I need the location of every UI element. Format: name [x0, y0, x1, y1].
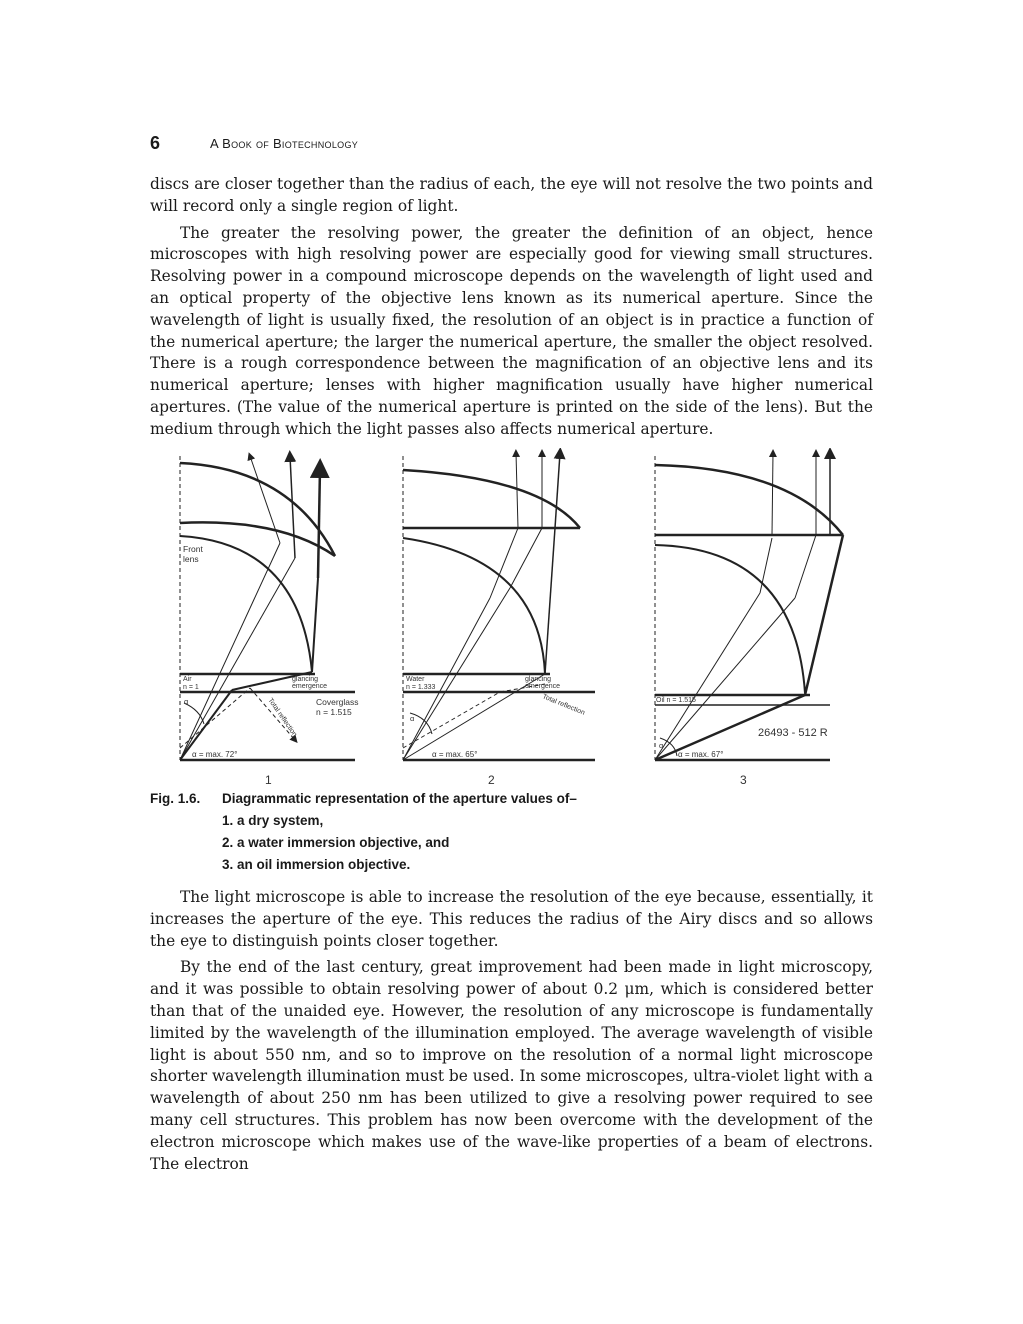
alpha-label: α [659, 741, 664, 750]
panel-number: 1 [265, 773, 272, 787]
medium-label: Water [406, 676, 425, 683]
glancing-label: glancing [525, 676, 552, 683]
angle-label: α = max. 67° [678, 750, 724, 759]
emergence-label: emergence [525, 683, 561, 690]
aperture-diagram [170, 448, 850, 793]
medium-label: Air [183, 676, 192, 683]
caption-item: 2. a water immersion objective, and [222, 835, 450, 850]
running-title: A Book of Biotechnology [210, 136, 359, 151]
alpha-label: α [410, 714, 415, 723]
caption-label: Fig. 1.6. [150, 791, 201, 806]
panel-2-water-immersion [403, 453, 595, 760]
figure-code-label: 26493 - 512 R [758, 727, 828, 739]
total-reflection-label: Total reflection [541, 693, 586, 717]
body-text-bottom [150, 887, 873, 1180]
emergence-label: emergence [292, 683, 328, 690]
glancing-label: glancing [292, 676, 319, 683]
angle-label: α = max. 72° [192, 750, 238, 759]
caption-title: Diagrammatic representation of the aperture values of– [222, 791, 577, 806]
page-number: 6 [150, 133, 161, 153]
total-reflection-label: Total reflection [266, 697, 298, 739]
paragraph: The greater the resolving power, the greater the definition of an object, hence microscopes with high resolving power are especially good for viewing small structures. Resolving power in a compound microscope depends on the wavelength of light used and an optical property of the objective lens known as its numerical aperture. Since the wavelength of light is usually fixed, the resolution of an object is in practice a function of the numerical aperture; the larger the numerical aperture, the smaller the object resolved. There is a rough correspondence between the magnification of an objective lens and its numerical aperture; lenses with higher magnification usually have higher numerical apertures. (The value of the numerical aperture is printed on the side of the lens). But the medium through which the light passes also affects numerical aperture. [150, 223, 873, 438]
panel-3-oil-immersion [655, 453, 843, 760]
caption-item: 1. a dry system, [222, 813, 324, 828]
panel-number: 2 [488, 773, 495, 787]
coverglass-index-label: n = 1.515 [316, 707, 352, 717]
front-lens-label: Front [183, 544, 203, 554]
front-lens-label: lens [183, 554, 199, 564]
paragraph: By the end of the last century, great improvement had been made in light microscopy, and it was possible to obtain resolving power of about 0.2 μm, which is considered better than that of the unaided eye. However, the resolution of any microscope is fundamentally limited by the wavelength of the illumination employed. The average wavelength of visible light is about 550 nm, and so to improve on the resolution of a normal light microscope shorter wavelength illumination must be used. In some microscopes, ultra-violet light with a wavelength of about 250 nm has been utilized to give a resolving power required to see many cell structures. This problem has now been overcome with the development of the electron microscope which makes use of the wave-like properties of a beam of electrons. The electron [150, 958, 873, 1173]
page-header [150, 133, 872, 155]
paragraph: The light microscope is able to increase the resolution of the eye because, essentially, it increases the aperture of the eye. This reduces the radius of the Airy discs and so allows the eye to distinguish points closer together. [150, 888, 873, 950]
caption-item: 3. an oil immersion objective. [222, 857, 411, 872]
medium-index-label: n = 1.333 [406, 684, 436, 691]
body-text-top [150, 174, 873, 446]
angle-label: α = max. 65° [432, 750, 478, 759]
paragraph: discs are closer together than the radius of each, the eye will not resolve the two points and will record only a single region of light. [150, 175, 873, 215]
alpha-label: α [184, 697, 189, 706]
coverglass-label: Coverglass [316, 697, 359, 707]
medium-label: Oil n = 1.515 [656, 697, 696, 704]
medium-index-label: n = 1 [183, 684, 199, 691]
panel-number: 3 [740, 773, 747, 787]
aperture-figure [170, 448, 850, 793]
